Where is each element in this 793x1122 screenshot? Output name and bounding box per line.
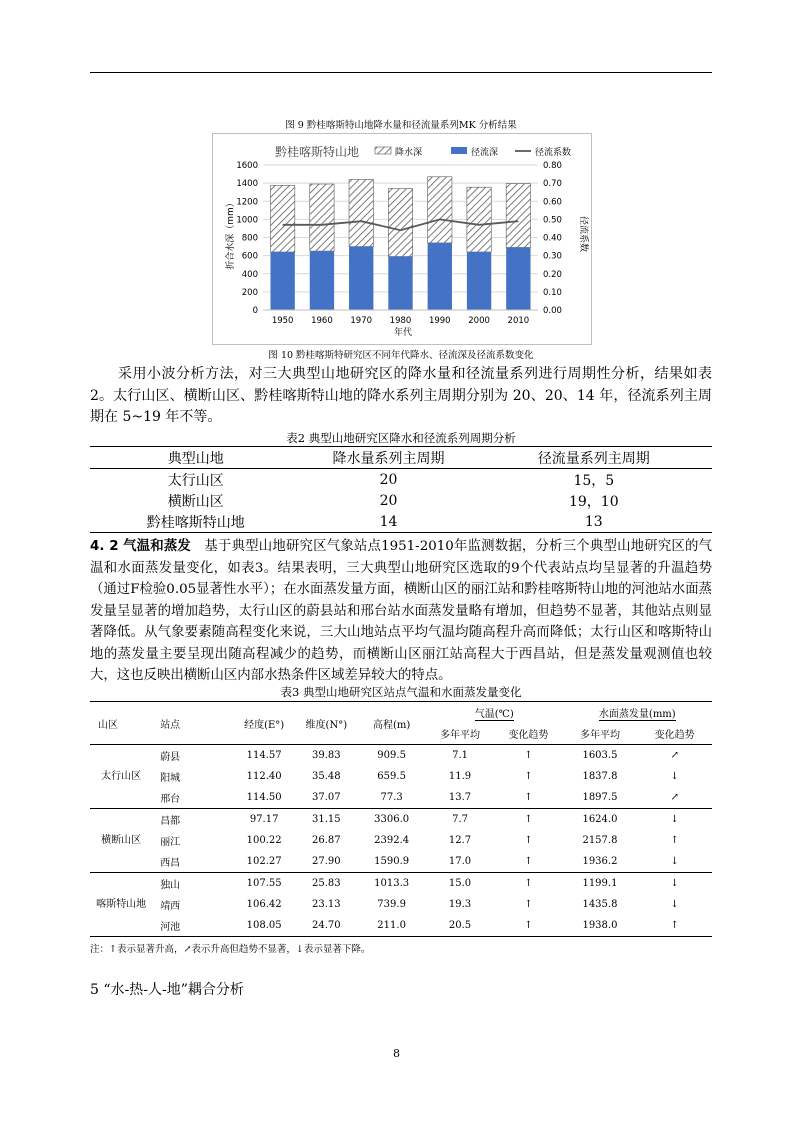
legend-swatch-runoff: [451, 147, 467, 154]
table3-cell: 24.70: [295, 915, 357, 937]
table3-cell: ↑: [670, 835, 679, 846]
table3-cell: ↑: [524, 835, 533, 846]
bar-runoff: [467, 252, 491, 310]
table3-cell: ↑: [494, 851, 562, 873]
x-tick-label: 2010: [507, 316, 530, 326]
table-row: [90, 745, 712, 767]
table3-header: 山区: [90, 702, 152, 745]
table3-cell: 114.57: [246, 750, 282, 761]
table3-subheader: 变化趋势: [637, 723, 712, 745]
y2-tick-label: 0.10: [543, 287, 562, 298]
table3-cell: 12.7: [448, 835, 472, 846]
x-tick-label: 2000: [468, 316, 490, 326]
y-tick-label: 200: [241, 287, 258, 298]
bar-runoff: [428, 243, 452, 310]
table3-header: [426, 702, 563, 724]
table3-cell: 102.27: [233, 851, 295, 873]
y-tick-label: 600: [241, 251, 258, 262]
y2-axis-label: 径流系数: [578, 215, 588, 253]
table-row: [90, 469, 712, 491]
table2-cell: 20: [379, 492, 398, 509]
table3-cell: 丽江: [160, 837, 181, 848]
table-row: [90, 511, 712, 533]
table3-cell: 7.7: [452, 814, 468, 825]
table3-cell: 1435.8: [582, 899, 618, 910]
table2-header: 典型山地: [90, 447, 301, 469]
table3-cell: 1837.8: [582, 771, 618, 782]
table3-cell: 1936.2: [563, 851, 638, 873]
y-tick-label: 0: [252, 306, 258, 316]
table3-cell: 909.5: [377, 750, 406, 761]
table3-cell: 邢台: [152, 787, 233, 809]
chart-title: 黔桂喀斯特山地: [275, 145, 360, 159]
x-tick-label: 1980: [389, 316, 412, 326]
table3-cell: ↑: [524, 771, 533, 782]
table3-cell: ↑: [524, 814, 533, 825]
table3-cell: 25.83: [312, 878, 341, 889]
table3-cell: ↓: [637, 851, 712, 873]
table3: [90, 701, 712, 937]
table3-cell: 17.0: [426, 851, 494, 873]
table3-cell: ↓: [670, 899, 679, 910]
y-tick-label: 1200: [236, 197, 258, 208]
table2-caption: 表2 典型山地研究区降水和径流系列周期分析: [286, 431, 516, 445]
table3-cell: 77.3: [357, 787, 425, 809]
table3-cell: 114.50: [233, 787, 295, 809]
y2-tick-label: 0.20: [543, 269, 562, 280]
table2-header: 径流量系列主周期: [476, 447, 712, 469]
y2-tick-label: 0.00: [543, 306, 562, 316]
y2-tick-label: 0.60: [543, 197, 562, 208]
table3-cell: ↓: [670, 814, 679, 825]
table3-header: 维度(N°): [295, 702, 357, 745]
y2-tick-label: 0.30: [543, 251, 562, 262]
table3-cell: 35.48: [312, 771, 341, 782]
y-tick-label: 1400: [236, 179, 258, 190]
table3-cell: 108.05: [233, 915, 295, 937]
x-tick-label: 1960: [311, 316, 333, 326]
table3-cell: 211.0: [357, 915, 425, 937]
table3-cell: 13.7: [426, 787, 494, 809]
table2: [90, 446, 712, 533]
legend-label: 降水深: [395, 148, 423, 158]
section-text: 基于典型山地研究区气象站点1951-2010年监测数据，分析三个典型山地研究区的气温和水面蒸发量变化，如表3。结果表明，三大典型山地研究区选取的9个代表站点均呈显著的升温趋势（通过F检验0.05显著性水平）；在水面蒸发量方面，横断山区的丽江站和黔桂喀斯特山地的河池站水面蒸发量呈显著的增加趋势，太行山区的蔚县站和邢台站水面蒸发量略有增加，但趋势不显著，其他站点则显著降低。从气象要素随高程变化来说，三大山地站点平均气温均随高程升高而降低；太行山区和喀斯特山地的蒸发量主要呈现出随高程减少的趋势，而横断山区丽江站高程大于西昌站，但是蒸发量观测值也较大，这也反映出横断山区内部水热条件区域差异较大的特点。: [90, 539, 713, 683]
table3-header: [563, 702, 712, 724]
table3-cell: 23.13: [312, 899, 341, 910]
table2-cell: 20: [379, 471, 398, 488]
table3-cell: ↗: [670, 750, 679, 761]
table3-cell: 独山: [160, 880, 181, 891]
table3-cell: 39.83: [312, 750, 341, 761]
table3-cell: ↑: [524, 750, 533, 761]
table3-cell: 1590.9: [357, 851, 425, 873]
paragraph-wavelet: 采用小波分析方法，对三大典型山地研究区的降水量和径流量系列进行周期性分析，结果如表 2。太行山区、横断山区、黔桂喀斯特山地的降水系列主周期分别为 20、20、14 年，径流系列主周期在 5~19 年不等。: [90, 366, 712, 425]
x-tick-label: 1970: [350, 316, 373, 326]
table2-cell: 15，5: [573, 472, 615, 489]
table3-cell: 1624.0: [582, 814, 618, 825]
table2-cell: 14: [301, 511, 475, 533]
bar-runoff: [388, 257, 412, 310]
table3-cell: 阳城: [160, 773, 181, 784]
table3-caption: 表3 典型山地研究区站点气温和水面蒸发量变化: [280, 685, 522, 699]
figure9-caption: 图 9 黔桂喀斯特山地降水量和径流量系列MK 分析结果: [285, 120, 517, 131]
table3-note: 注：↑表示显著升高，↗表示升高但趋势不显著，↓表示显著下降。: [90, 944, 371, 955]
table3-cell: 37.07: [295, 787, 357, 809]
bar-precipitation: [310, 184, 334, 251]
table-row: [90, 830, 712, 851]
table3-cell: 1199.1: [582, 878, 618, 889]
table3-cell: 31.15: [312, 814, 341, 825]
bar-precipitation: [467, 187, 491, 252]
table3-cell: 1897.5: [563, 787, 638, 809]
table2-cell: 黔桂喀斯特山地: [90, 511, 301, 533]
bar-runoff: [349, 247, 373, 310]
table3-cell: 97.17: [249, 814, 279, 825]
table3-cell: 11.9: [448, 771, 472, 782]
x-axis-label: 年代: [393, 328, 413, 338]
table3-cell: ↑: [637, 915, 712, 937]
table3-cell: 106.42: [246, 899, 282, 910]
table3-cell: ↑: [494, 787, 562, 809]
table3-cell: 西昌: [152, 851, 233, 873]
table3-cell: 107.55: [246, 878, 282, 889]
table3-cell: ↓: [670, 771, 679, 782]
y-tick-label: 1600: [236, 161, 258, 171]
y-axis-label: 折合水深（mm）: [226, 198, 236, 270]
bar-precipitation: [506, 184, 530, 248]
table3-cell: 659.5: [377, 771, 406, 782]
table3-cell: 3306.0: [374, 814, 410, 825]
table3-cell: 2157.8: [582, 835, 618, 846]
page-number: 8: [393, 1047, 400, 1060]
table3-cell: 1013.3: [374, 878, 410, 889]
table2-cell: 太行山区: [167, 472, 224, 489]
section-title: 气温和蒸发: [123, 538, 192, 554]
table2-cell: 13: [476, 511, 712, 533]
bar-runoff: [270, 252, 294, 310]
table3-cell: 1938.0: [563, 915, 638, 937]
x-tick-label: 1950: [271, 316, 294, 326]
table3-subheader: 变化趋势: [494, 723, 562, 745]
table3-cell: ↑: [524, 878, 533, 889]
legend-label: 径流深: [471, 148, 499, 158]
table3-cell: 靖西: [160, 901, 181, 912]
y-tick-label: 800: [241, 233, 258, 244]
y-tick-label: 400: [241, 269, 258, 280]
y-tick-label: 1000: [236, 215, 258, 226]
table2-cell: 横断山区: [167, 493, 224, 510]
table-row: [90, 873, 712, 895]
section-4-2: [90, 536, 712, 687]
section-5-heading: 5 “水-热-人-地”耦合分析: [90, 982, 244, 998]
y2-tick-label: 0.50: [543, 215, 562, 226]
legend-swatch-precipitation: [375, 147, 391, 154]
table3-cell: 1603.5: [582, 750, 618, 761]
table-row: [90, 809, 712, 831]
table3-cell: 2392.4: [374, 835, 410, 846]
chart: [212, 133, 592, 345]
table-row: [90, 490, 712, 511]
header-rule: [90, 72, 712, 73]
table3-cell: ↗: [637, 787, 712, 809]
table-row: [90, 915, 712, 937]
table3-region: 横断山区: [90, 809, 152, 873]
table3-subheader: 多年平均: [426, 723, 494, 745]
section-number: 4. 2: [90, 539, 119, 554]
table3-cell: 昌都: [160, 816, 181, 827]
table-row: [90, 787, 712, 809]
y2-tick-label: 0.40: [543, 233, 562, 244]
table3-cell: 20.5: [426, 915, 494, 937]
bar-precipitation: [270, 185, 294, 252]
table3-header: 站点: [152, 702, 233, 745]
bar-precipitation: [428, 177, 452, 243]
legend-label: 径流系数: [535, 148, 572, 158]
table3-cell: 27.90: [295, 851, 357, 873]
x-tick-label: 1990: [428, 316, 451, 326]
table3-cell: 河池: [152, 915, 233, 937]
table3-cell: 19.3: [448, 899, 472, 910]
bar-runoff: [310, 251, 334, 310]
table3-cell: 100.22: [246, 835, 282, 846]
table3-cell: 15.0: [448, 878, 472, 889]
bar-runoff: [506, 247, 530, 310]
table3-header: 经度(E°): [233, 702, 295, 745]
chart-legend: [375, 146, 571, 158]
table3-cell: 739.9: [377, 899, 406, 910]
table-row: [90, 851, 712, 873]
table3-header-temp: 气温(℃): [474, 709, 514, 720]
table3-cell: 蔚县: [160, 752, 181, 763]
y2-tick-label: 0.80: [543, 161, 562, 171]
table3-cell: ↓: [670, 878, 679, 889]
table3-header: 高程(m): [357, 702, 425, 745]
chart-svg: [213, 134, 591, 344]
table2-cell: 19，10: [568, 493, 619, 510]
table3-cell: ↑: [494, 915, 562, 937]
figure10-caption: 图 10 黔桂喀斯特研究区不同年代降水、径流深及径流系数变化: [268, 350, 534, 361]
table3-region: 喀斯特山地: [90, 873, 152, 937]
table-row: [90, 894, 712, 915]
table-row: [90, 766, 712, 787]
table2-header: 降水量系列主周期: [301, 447, 475, 469]
table3-cell: 7.1: [452, 750, 468, 761]
y2-tick-label: 0.70: [543, 179, 562, 190]
bar-precipitation: [349, 180, 373, 247]
table3-cell: 112.40: [246, 771, 282, 782]
bar-precipitation: [388, 189, 412, 257]
table3-cell: 26.87: [312, 835, 341, 846]
table3-region: 太行山区: [90, 745, 152, 809]
table3-header-evap: 水面蒸发量(mm): [598, 709, 676, 720]
table3-cell: ↑: [524, 899, 533, 910]
table3-subheader: 多年平均: [563, 723, 638, 745]
